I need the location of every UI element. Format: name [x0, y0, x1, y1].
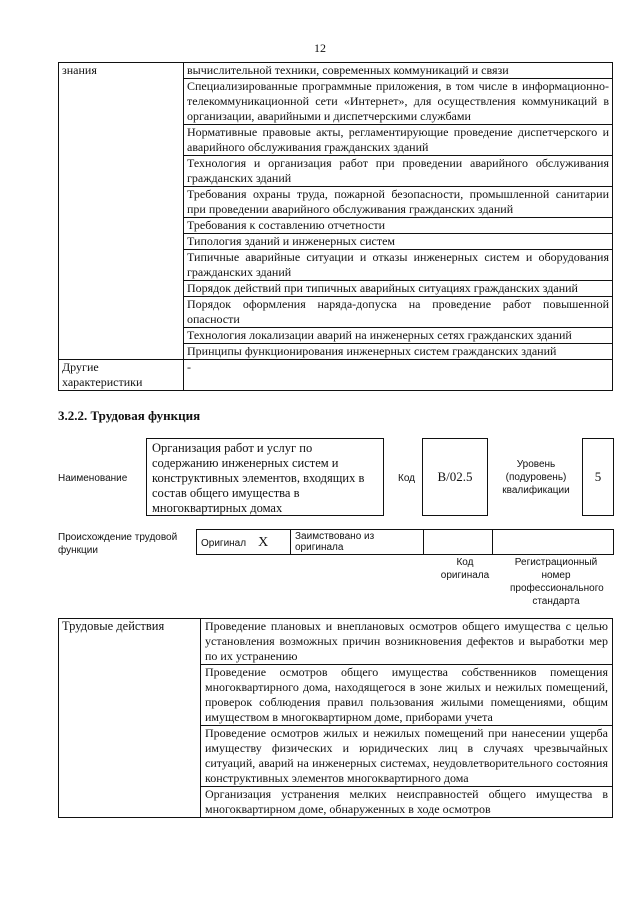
labor-action-item: Проведение осмотров общего имущества собственников помещения многоквартирного дома, находящегося в зоне жилых и нежилых помещений, проверок соблюдения правил пользования жилыми помещениями, общим имуществом в многоквартирном доме, приборами учета: [201, 665, 613, 726]
page-number: 12: [314, 41, 326, 55]
code-label: Код: [398, 473, 416, 484]
knowledge-item: Порядок действий при типичных аварийных ситуациях гражданских зданий: [184, 281, 613, 297]
original-code-cell: [424, 530, 493, 555]
function-code-box: B/02.5: [422, 438, 488, 516]
knowledge-item: Нормативные правовые акты, регламентирующие проведение диспетчерского и аварийного обслуживания гражданских зданий: [184, 125, 613, 156]
name-label: Наименование: [58, 473, 128, 484]
labor-actions-label: Трудовые действия: [59, 619, 201, 818]
knowledge-item: Технология и организация работ при проведении аварийного обслуживания гражданских зданий: [184, 156, 613, 187]
knowledge-item: Требования к составлению отчетности: [184, 218, 613, 234]
requirements-table: [58, 62, 613, 391]
labor-action-item: Проведение осмотров жилых и нежилых помещений при нанесении ущерба имуществу физических и юридических лиц в случаях чрезвычайных ситуаций, аварий на инженерных системах, неудовлетворительного состояния конструктивных элементов многоквартирного дома: [201, 726, 613, 787]
row-label-other: Другие характеристики: [59, 360, 184, 391]
labor-action-item: Организация устранения мелких неисправностей общего имущества в многоквартирном доме, обнаруженных в ходе осмотров: [201, 787, 613, 818]
knowledge-item: Технология локализации аварий на инженерных сетях гражданских зданий: [184, 328, 613, 344]
knowledge-item: Требования охраны труда, пожарной безопасности, промышленной санитарии при проведении аварийного обслуживания гражданских зданий: [184, 187, 613, 218]
table-row: [197, 530, 614, 555]
knowledge-item: Порядок оформления наряда-допуска на проведение работ повышенной опасности: [184, 297, 613, 328]
knowledge-item: Типичные аварийные ситуации и отказы инженерных систем и оборудования гражданских зданий: [184, 250, 613, 281]
row-label-knowledge: знания: [59, 63, 184, 360]
original-code-caption: Код оригинала: [440, 557, 490, 581]
original-label: Оригинал: [201, 538, 247, 549]
registration-number-cell: [493, 530, 614, 555]
section-heading: 3.2.2. Трудовая функция: [58, 408, 201, 423]
knowledge-item: Принципы функционирования инженерных систем гражданских зданий: [184, 344, 613, 360]
labor-action-item: Проведение плановых и внеплановых осмотров общего имущества с целью установления возможных причин возникновения дефектов и выработки мер по их устранению: [201, 619, 613, 665]
knowledge-item: Типология зданий и инженерных систем: [184, 234, 613, 250]
knowledge-item: Специализированные программные приложения, в том числе в информационно-телекоммуникационной сети «Интернет», для осуществления коммуникаций в организации, аварийными и диспетчерскими службами: [184, 79, 613, 125]
table-row: [59, 619, 613, 665]
origin-label: Происхождение трудовой функции: [58, 532, 178, 556]
other-value: -: [184, 360, 613, 391]
qualification-level-box: 5: [582, 438, 614, 516]
table-row: [59, 360, 613, 391]
borrowed-label: Заимствовано из оригинала: [291, 530, 424, 555]
registration-number-caption: Регистрационный номер профессионального стандарта: [510, 557, 604, 607]
original-mark: X: [258, 535, 269, 550]
table-row: [59, 63, 613, 79]
level-label: Уровень (подуровень) квалификации: [502, 459, 570, 496]
knowledge-item: вычислительной техники, современных коммуникаций и связи: [184, 63, 613, 79]
function-name-box: Организация работ и услуг по содержанию инженерных систем и конструктивных элементов, входящих в состав общего имущества в многоквартирных домах: [146, 438, 384, 516]
origin-table: [196, 529, 614, 555]
labor-actions-table: [58, 618, 613, 818]
original-cell: [197, 530, 291, 555]
